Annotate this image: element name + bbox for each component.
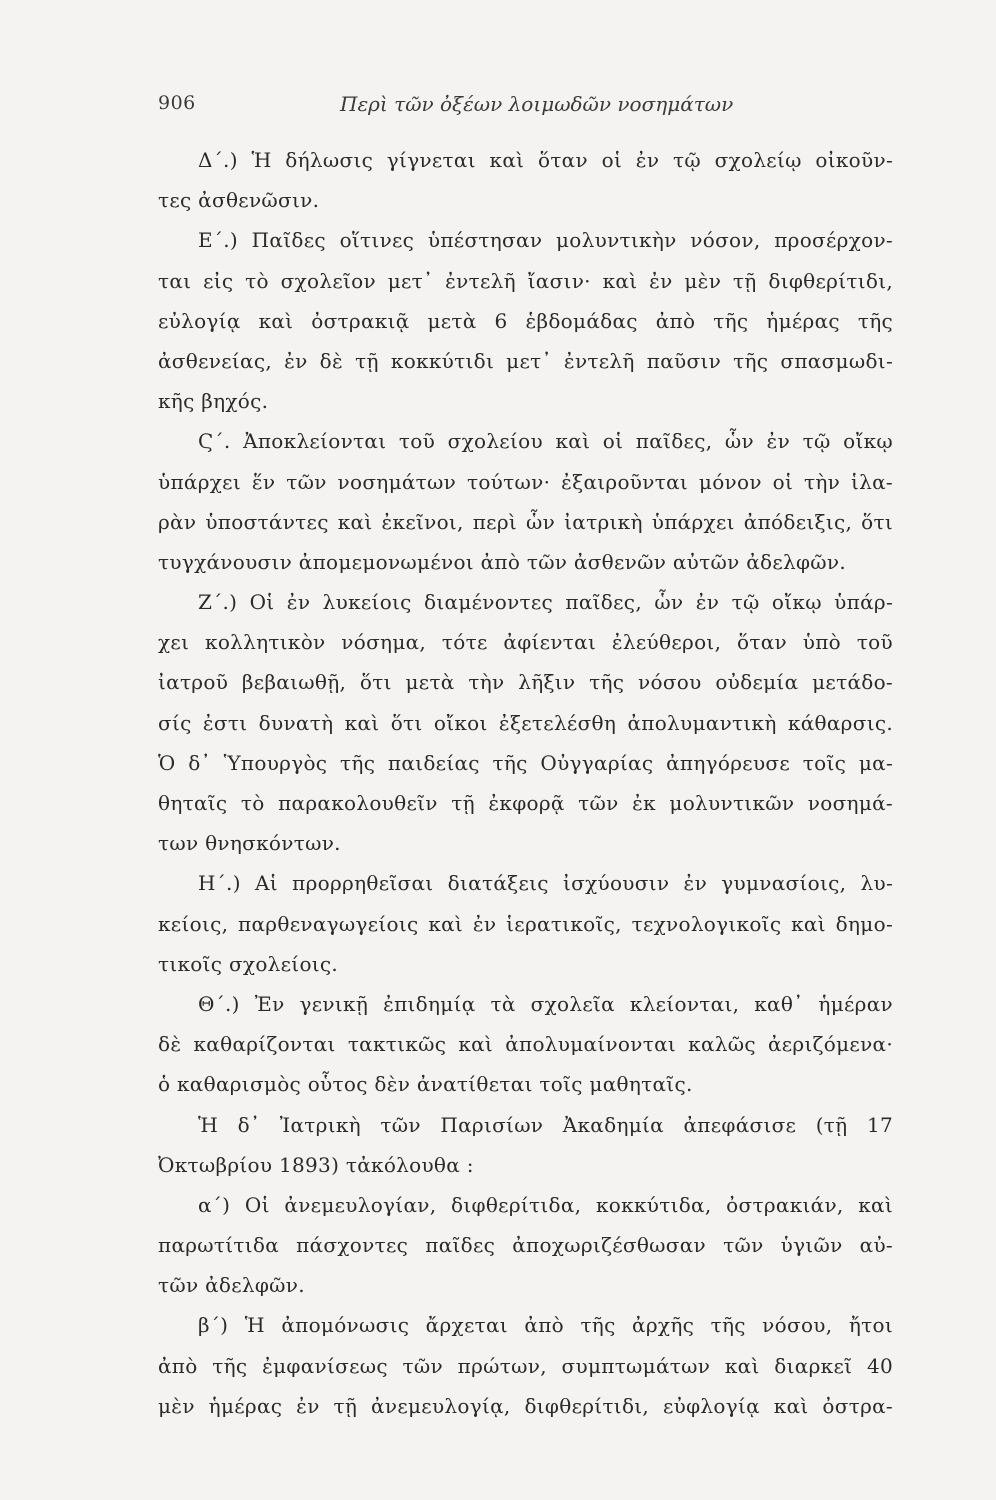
text-line: β΄) Ἡ ἀπομόνωσις ἄρχεται ἀπὸ τῆς ἀρχῆς τῆς νόσου, ἤτοι xyxy=(198,1313,893,1338)
text-line: Ε΄.) Παῖδες οἵτινες ὑπέστησαν μολυντικὴν νόσον, προσέρχον- xyxy=(198,228,893,253)
text-line: ὁ καθαρισμὸς οὗτος δὲν ἀνατίθεται τοῖς μαθηταῖς. xyxy=(158,1072,693,1097)
text-line: θηταῖς τὸ παρακολουθεῖν τῇ ἐκφορᾷ τῶν ἐκ μολυντικῶν νοσημά- xyxy=(158,791,893,815)
text-line: Ὀκτωβρίου 1893) τἀκόλουθα : xyxy=(158,1152,474,1177)
text-line: Ϛ΄. Ἀποκλείονται τοῦ σχολείου καὶ οἱ παῖδες, ὧν ἐν τῷ οἴκῳ xyxy=(198,429,893,454)
body-text xyxy=(158,140,893,1426)
page-number: 906 xyxy=(158,92,196,114)
text-line: Η΄.) Αἱ προρρηθεῖσαι διατάξεις ἰσχύουσιν ἐν γυμνασίοις, λυ- xyxy=(198,871,893,896)
text-line: ἰατροῦ βεβαιωθῇ, ὅτι μετὰ τὴν λῆξιν τῆς νόσου οὐδεμία μετάδο- xyxy=(158,670,893,695)
page-header xyxy=(158,92,893,122)
text-line: Ζ΄.) Οἱ ἐν λυκείοις διαμένοντες παῖδες, ὧν ἐν τῷ οἴκῳ ὑπάρ- xyxy=(198,590,893,615)
text-line: τυγχάνουσιν ἀπομεμονωμένοι ἀπὸ τῶν ἀσθενῶν αὐτῶν ἀδελφῶν. xyxy=(158,549,847,574)
text-line: α΄) Οἱ ἀνεμευλογίαν, διφθερίτιδα, κοκκύτιδα, ὀστρακιάν, καὶ xyxy=(198,1192,893,1217)
text-line: χει κολλητικὸν νόσημα, τότε ἀφίενται ἐλεύθεροι, ὅταν ὑπὸ τοῦ xyxy=(158,630,893,655)
text-line: Θ΄.) Ἐν γενικῇ ἐπιδημίᾳ τὰ σχολεῖα κλείονται, καθ᾽ ἡμέραν xyxy=(198,991,893,1016)
text-line: ται εἰς τὸ σχολεῖον μετ᾽ ἐντελῆ ἴασιν· καὶ ἐν μὲν τῇ διφθερίτιδι, xyxy=(158,268,893,293)
text-line: κείοις, παρθεναγωγείοις καὶ ἐν ἱερατικοῖς, τεχνολογικοῖς καὶ δημο- xyxy=(158,911,893,936)
text-line: τες ἀσθενῶσιν. xyxy=(158,188,320,213)
text-line: μὲν ἡμέρας ἐν τῇ ἀνεμευλογίᾳ, διφθερίτιδι, εὐφλογίᾳ καὶ ὀστρα- xyxy=(158,1393,893,1418)
text-line: Δ΄.) Ἡ δήλωσις γίγνεται καὶ ὅταν οἱ ἐν τῷ σχολείῳ οἰκοῦν- xyxy=(198,148,893,172)
text-line: δὲ καθαρίζονται τακτικῶς καὶ ἀπολυμαίνονται καλῶς ἀεριζόμενα· xyxy=(158,1032,893,1057)
text-line: σίς ἐστι δυνατὴ καὶ ὅτι οἴκοι ἐξετελέσθη ἀπολυμαντικὴ κάθαρσις. xyxy=(158,710,893,735)
text-line: τικοῖς σχολείοις. xyxy=(158,951,339,976)
text-line: ὑπάρχει ἕν τῶν νοσημάτων τούτων· ἐξαιροῦνται μόνον οἱ τὴν ἱλα- xyxy=(158,469,893,494)
text-line: κῆς βηχός. xyxy=(158,389,269,414)
text-line: τῶν ἀδελφῶν. xyxy=(158,1273,305,1298)
text-line: ἀπὸ τῆς ἐμφανίσεως τῶν πρώτων, συμπτωμάτων καὶ διαρκεῖ 40 xyxy=(158,1353,893,1378)
text-line: παρωτίτιδα πάσχοντες παῖδες ἀποχωριζέσθωσαν τῶν ὑγιῶν αὐ- xyxy=(158,1233,893,1258)
text-line: ἀσθενείας, ἐν δὲ τῇ κοκκύτιδι μετ᾽ ἐντελῆ παῦσιν τῆς σπασμωδι- xyxy=(158,348,893,373)
text-line: Ἡ δ᾽ Ἰατρικὴ τῶν Παρισίων Ἀκαδημία ἀπεφάσισε (τῇ 17 xyxy=(198,1112,893,1137)
text-line: των θνησκόντων. xyxy=(158,831,341,856)
text-line: εὐλογίᾳ καὶ ὀστρακιᾷ μετὰ 6 ἑβδομάδας ἀπὸ τῆς ἡμέρας τῆς xyxy=(158,308,893,333)
text-line: ρὰν ὑποστάντες καὶ ἐκεῖνοι, περὶ ὧν ἰατρικὴ ὑπάρχει ἀπόδειξις, ὅτι xyxy=(158,509,893,534)
running-title: Περὶ τῶν ὀξέων λοιμωδῶν νοσημάτων xyxy=(340,92,734,116)
text-line: Ὁ δ᾽ Ὑπουργὸς τῆς παιδείας τῆς Οὐγγαρίας ἀπηγόρευσε τοῖς μα- xyxy=(158,750,893,775)
